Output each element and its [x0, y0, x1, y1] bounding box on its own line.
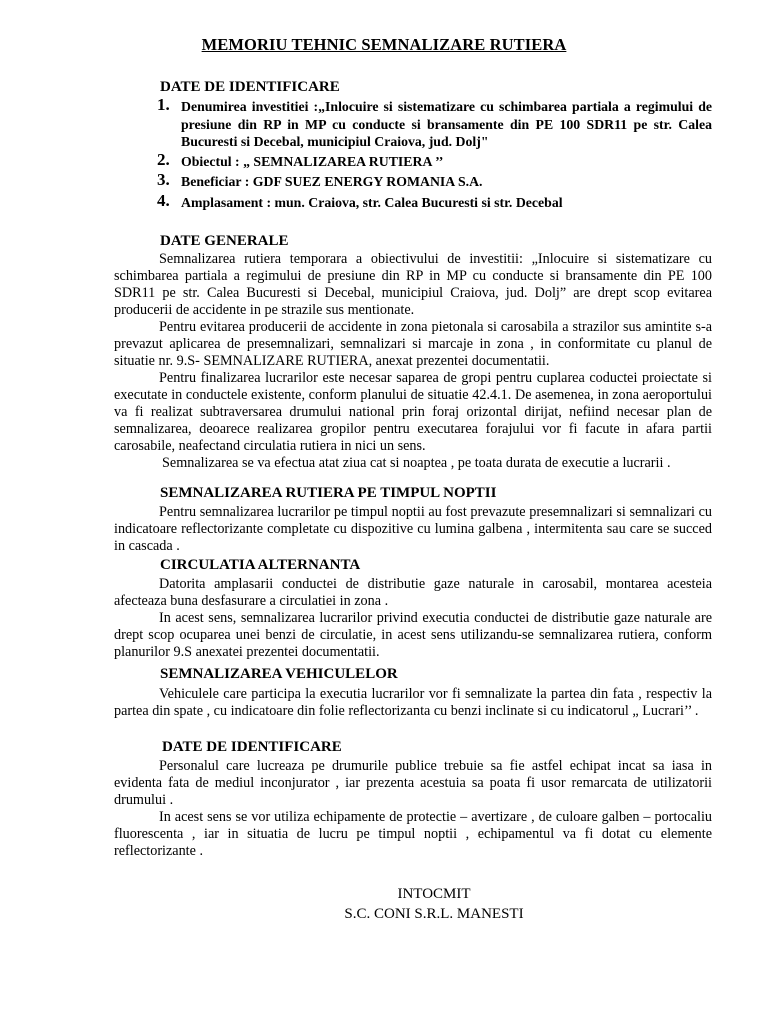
paragraph: Personalul care lucreaza pe drumurile publice trebuie sa fie astfel echipat incat sa iasa in evidenta fata de mediul inconjurator , iar prezenta acestuia sa poata fi usor remarcata de utilizatorii drumului .: [114, 758, 712, 808]
list-item-text: Obiectul : „ SEMNALIZAREA RUTIERA ’’: [181, 153, 444, 169]
section-heading-identificare-2: DATE DE IDENTIFICARE: [162, 739, 342, 755]
section-heading-generale: DATE GENERALE: [160, 233, 289, 249]
section-heading-identificare: DATE DE IDENTIFICARE: [160, 79, 340, 95]
section-body-noptii: [114, 504, 712, 555]
list-item: [157, 170, 712, 191]
list-item-text: Beneficiar : GDF SUEZ ENERGY ROMANIA S.A.: [181, 174, 483, 189]
identification-list: [157, 95, 712, 211]
section-body-identificare-2: [114, 758, 712, 860]
paragraph: Pentru semnalizarea lucrarilor pe timpul noptii au fost prevazute presemnalizari si semnalizari cu indicatoare reflectorizante completate cu dispozitive cu lumina galbena , intermitenta sau care se succed in cascada .: [114, 504, 712, 554]
section-heading-alternanta: CIRCULATIA ALTERNANTA: [160, 557, 361, 573]
signature-company: S.C. CONI S.R.L. MANESTI: [344, 906, 524, 922]
document-title-text: MEMORIU TEHNIC SEMNALIZARE RUTIERA: [201, 35, 567, 54]
section-body-vehiculelor: [114, 686, 712, 720]
section-body-alternanta: [114, 576, 712, 661]
list-item: [157, 95, 712, 151]
paragraph: In acest sens se vor utiliza echipamente de protectie – avertizare , de culoare galben – portocaliu fluorescenta , iar in situatia de lucru pe timpul noptii , echipamentul va fi dotat cu elemente reflectorizante .: [114, 809, 712, 859]
list-item: [157, 149, 712, 171]
section-heading-noptii: SEMNALIZAREA RUTIERA PE TIMPUL NOPTII: [160, 485, 497, 501]
paragraph: Datorita amplasarii conductei de distributie gaze naturale in carosabil, montarea acesteia afecteaza buna desfasurare a circulatiei in zona .: [114, 576, 712, 609]
list-item-number: 3.: [157, 170, 170, 189]
paragraph: Pentru evitarea producerii de accidente in zona pietonala si carosabila a strazilor sus amintite s-a prevazut aplicarea de presemnalizari, semnalizari si marcaje in zona , in conformitate cu planul de situatie nr. 9.S- SEMNALIZARE RUTIERA, anexat prezentei documentatii.: [114, 319, 712, 369]
paragraph: In acest sens, semnalizarea lucrarilor privind executia conductei de distributie gaze naturale are drept scop ocuparea unei benzi de circulatie, in acest sens utilizandu-se semnalizarea rutiera, conform planurilor 9.S anexatei prezentei documentatii.: [114, 610, 712, 660]
paragraph: Semnalizarea se va efectua atat ziua cat si noaptea , pe toata durata de executie a lucrarii .: [162, 455, 671, 471]
paragraph: Pentru finalizarea lucrarilor este necesar saparea de gropi pentru cuplarea coductei proiectate si executate in conductele existente, conform planului de situatie 42.4.1. De asemenea, in zona aeroportului va fi realizat subtraversarea drumului national prin foraj orizontal dirijat, nefiind necesar plan de semnalizarea, deoarece realizarea gropilor pentru executarea forajului vor fi facute in afara partii carosabile, neafectand circulatia rutiera in nici un sens.: [114, 370, 712, 454]
section-body-generale: [114, 251, 712, 472]
list-item-number: 4.: [157, 190, 170, 210]
list-item-number: 1.: [157, 95, 170, 114]
list-item: [157, 190, 712, 212]
list-item-number: 2.: [157, 149, 170, 169]
list-item-text: Denumirea investitiei :„Inlocuire si sistematizare cu schimbarea partiala a regimului de presiune din RP in MP cu conducte si bransamente din PE 100 SDR11 pe str. Calea Bucuresti si Decebal, municipiul Craiova, jud. Dolj": [181, 99, 712, 149]
section-heading-vehiculelor: SEMNALIZAREA VEHICULELOR: [160, 666, 398, 682]
document-title: [0, 36, 768, 53]
paragraph: Semnalizarea rutiera temporara a obiectivului de investitii: „Inlocuire si sistematizare cu schimbarea partiala a regimului de presiune din RP in MP cu conducte si bransamente din PE 100 SDR11 pe str. Calea Bucuresti si Decebal, municipiul Craiova, jud. Dolj” are drept scop evitarea producerii de accidente in pe strazile sus mentionate.: [114, 251, 712, 318]
paragraph: Vehiculele care participa la executia lucrarilor vor fi semnalizate la partea din fata , respectiv la partea din spate , cu indicatoare din folie reflectorizanta cu benzi inclinate si cu indicatorul „ Lucrari’’ .: [114, 686, 712, 719]
list-item-text: Amplasament : mun. Craiova, str. Calea Bucuresti si str. Decebal: [181, 194, 563, 210]
signature-label: INTOCMIT: [397, 886, 471, 902]
